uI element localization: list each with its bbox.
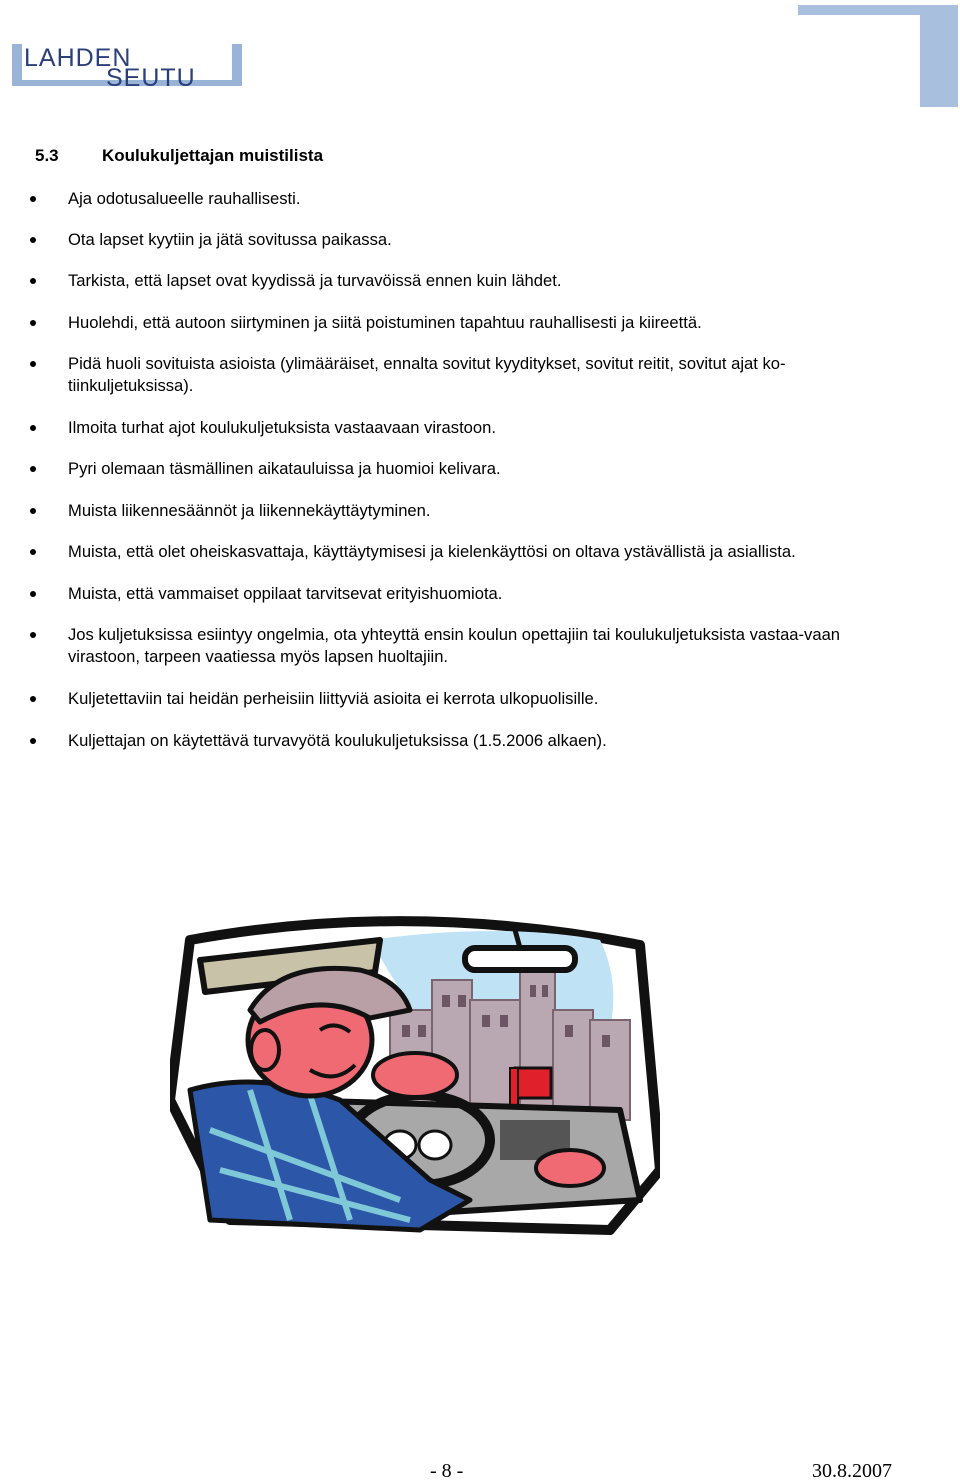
list-item: Muista, että vammaiset oppilaat tarvitsevat erityishuomiota. — [30, 583, 910, 605]
bullet-icon — [30, 278, 36, 284]
list-item: Tarkista, että lapset ovat kyydissä ja turvavöissä ennen kuin lähdet. — [30, 270, 910, 292]
bullet-icon — [30, 738, 36, 744]
bullet-icon — [30, 320, 36, 326]
document-date: 30.8.2007 — [812, 1460, 892, 1482]
list-item: Ota lapset kyytiin ja jätä sovitussa paikassa. — [30, 229, 910, 251]
list-item: Muista, että olet oheiskasvattaja, käyttäytymisesi ja kielenkäyttösi on oltava ystävällistä ja asiallista. — [30, 541, 910, 563]
logo-line1: LAHDEN — [24, 44, 132, 72]
bus-driver-illustration — [170, 900, 660, 1260]
section-number: 5.3 — [35, 146, 59, 165]
corner-decoration — [798, 5, 958, 107]
page-number: - 8 - — [430, 1460, 464, 1482]
list-item: Huolehdi, että autoon siirtyminen ja siitä poistuminen tapahtuu rauhallisesti ja kiireettä. — [30, 312, 910, 334]
list-item: Pidä huoli sovituista asioista (ylimääräiset, ennalta sovitut kyyditykset, sovitut reitit, sovitut ajat ko-tiinkuljetuksissa). — [30, 353, 910, 397]
list-item: Muista liikennesäännöt ja liikennekäyttäytyminen. — [30, 500, 910, 522]
list-item: Ilmoita turhat ajot koulukuljetuksista vastaavaan virastoon. — [30, 417, 910, 439]
bullet-icon — [30, 425, 36, 431]
bullet-icon — [30, 196, 36, 202]
list-item: Kuljetettaviin tai heidän perheisiin liittyviä asioita ei kerrota ulkopuolisille. — [30, 688, 910, 710]
bullet-icon — [30, 549, 36, 555]
lahden-seutu-logo — [10, 40, 245, 92]
logo-line2: SEUTU — [106, 64, 196, 92]
section-title: Koulukuljettajan muistilista — [102, 146, 324, 165]
list-item: Kuljettajan on käytettävä turvavyötä koulukuljetuksissa (1.5.2006 alkaen). — [30, 730, 910, 752]
bullet-icon — [30, 361, 36, 367]
section-heading — [35, 146, 323, 166]
bullet-icon — [30, 591, 36, 597]
list-item: Pyri olemaan täsmällinen aikatauluissa ja huomioi kelivara. — [30, 458, 910, 480]
bullet-icon — [30, 237, 36, 243]
bullet-icon — [30, 632, 36, 638]
list-item: Aja odotusalueelle rauhallisesti. — [30, 188, 910, 210]
list-item: Jos kuljetuksissa esiintyy ongelmia, ota yhteyttä ensin koulun opettajiin tai koulukuljetuksista vastaa-vaan virastoon, tarpeen vaatiessa myös lapsen huoltajiin. — [30, 624, 910, 668]
bullet-icon — [30, 508, 36, 514]
bullet-icon — [30, 466, 36, 472]
bullet-icon — [30, 696, 36, 702]
